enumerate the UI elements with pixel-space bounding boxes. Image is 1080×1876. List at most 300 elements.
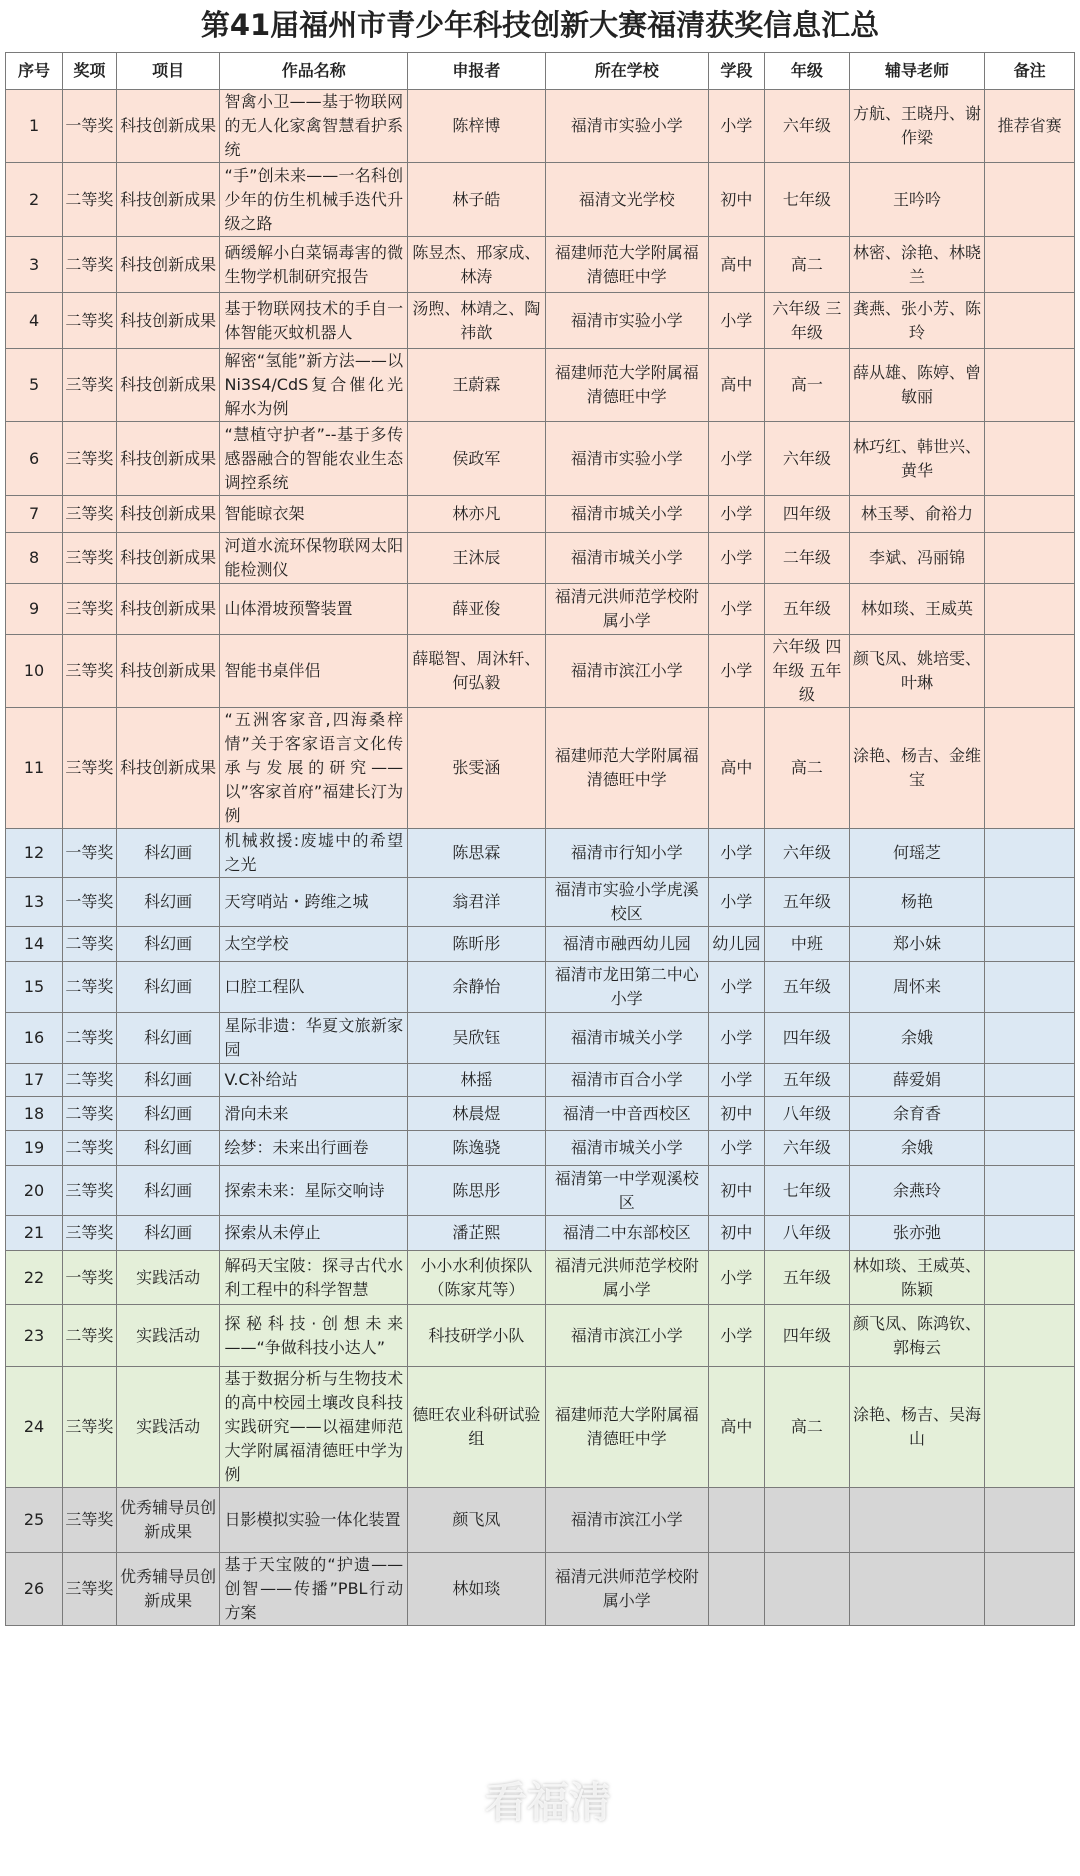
cell-stage: 初中	[708, 1216, 764, 1251]
cell-work: 天穹哨站・跨维之城	[220, 878, 408, 927]
cell-work: “慧植守护者”--基于多传感器融合的智能农业生态调控系统	[220, 422, 408, 496]
cell-no: 14	[6, 927, 63, 962]
cell-school: 福建师范大学附属福清德旺中学	[545, 1367, 708, 1488]
table-row	[6, 1216, 1075, 1251]
cell-category: 科技创新成果	[116, 163, 220, 237]
cell-award: 三等奖	[63, 1488, 117, 1553]
cell-stage: 小学	[708, 829, 764, 878]
cell-applicant: 汤煦、林靖之、陶祎歆	[408, 293, 546, 349]
table-row	[6, 1251, 1075, 1305]
cell-grade: 四年级	[764, 496, 849, 533]
cell-teacher: 颜飞凤、陈鸿钦、郭梅云	[849, 1305, 984, 1367]
cell-teacher: 涂艳、杨吉、吴海山	[849, 1367, 984, 1488]
cell-grade: 高二	[764, 237, 849, 293]
cell-stage: 小学	[708, 533, 764, 584]
table-row	[6, 1013, 1075, 1064]
cell-no: 13	[6, 878, 63, 927]
cell-school: 福清市城关小学	[545, 496, 708, 533]
cell-grade: 六年级	[764, 90, 849, 163]
cell-school: 福清第一中学观溪校区	[545, 1166, 708, 1216]
cell-stage: 小学	[708, 422, 764, 496]
cell-applicant: 林摇	[408, 1064, 546, 1097]
cell-grade: 六年级	[764, 829, 849, 878]
cell-teacher: 龚燕、张小芳、陈玲	[849, 293, 984, 349]
cell-note	[985, 1064, 1075, 1097]
cell-stage: 小学	[708, 1251, 764, 1305]
col-header-work: 作品名称	[220, 53, 408, 90]
cell-award: 二等奖	[63, 1131, 117, 1166]
cell-school: 福清文光学校	[545, 163, 708, 237]
cell-teacher: 王吟吟	[849, 163, 984, 237]
cell-category: 科技创新成果	[116, 237, 220, 293]
cell-applicant: 翁君洋	[408, 878, 546, 927]
cell-category: 科幻画	[116, 1064, 220, 1097]
cell-award: 三等奖	[63, 1367, 117, 1488]
cell-teacher	[849, 1488, 984, 1553]
cell-stage: 小学	[708, 962, 764, 1013]
col-header-grade: 年级	[764, 53, 849, 90]
cell-award: 三等奖	[63, 1216, 117, 1251]
cell-school: 福清市实验小学	[545, 293, 708, 349]
cell-work: 智禽小卫——基于物联网的无人化家禽智慧看护系统	[220, 90, 408, 163]
cell-no: 15	[6, 962, 63, 1013]
cell-work: 山体滑坡预警装置	[220, 584, 408, 635]
cell-grade: 七年级	[764, 1166, 849, 1216]
cell-school: 福清市滨江小学	[545, 1488, 708, 1553]
cell-teacher: 杨艳	[849, 878, 984, 927]
cell-no: 17	[6, 1064, 63, 1097]
cell-category: 科技创新成果	[116, 533, 220, 584]
cell-school: 福清市城关小学	[545, 1013, 708, 1064]
cell-note: 推荐省赛	[985, 90, 1075, 163]
cell-grade: 六年级 四年级 五年级	[764, 635, 849, 708]
cell-teacher: 周怀来	[849, 962, 984, 1013]
cell-category: 科技创新成果	[116, 349, 220, 422]
cell-stage: 小学	[708, 1013, 764, 1064]
cell-category: 科幻画	[116, 962, 220, 1013]
cell-school: 福清元洪师范学校附属小学	[545, 584, 708, 635]
col-header-no: 序号	[6, 53, 63, 90]
cell-category: 实践活动	[116, 1367, 220, 1488]
cell-school: 福清元洪师范学校附属小学	[545, 1553, 708, 1626]
cell-category: 优秀辅导员创新成果	[116, 1488, 220, 1553]
cell-work: V.C补给站	[220, 1064, 408, 1097]
cell-no: 22	[6, 1251, 63, 1305]
cell-award: 三等奖	[63, 349, 117, 422]
cell-applicant: 林晨煜	[408, 1097, 546, 1131]
cell-work: 探索未来：星际交响诗	[220, 1166, 408, 1216]
cell-note	[985, 927, 1075, 962]
cell-school: 福清市实验小学	[545, 422, 708, 496]
cell-stage: 小学	[708, 293, 764, 349]
cell-note	[985, 1166, 1075, 1216]
cell-grade: 六年级	[764, 422, 849, 496]
cell-note	[985, 533, 1075, 584]
cell-note	[985, 635, 1075, 708]
cell-award: 二等奖	[63, 962, 117, 1013]
cell-note	[985, 1553, 1075, 1626]
cell-applicant: 陈思彤	[408, 1166, 546, 1216]
table-row	[6, 496, 1075, 533]
cell-stage: 小学	[708, 1064, 764, 1097]
cell-school: 福建师范大学附属福清德旺中学	[545, 237, 708, 293]
awards-table	[5, 52, 1075, 1626]
cell-teacher: 何瑶芝	[849, 829, 984, 878]
cell-category: 实践活动	[116, 1305, 220, 1367]
cell-stage: 初中	[708, 1166, 764, 1216]
cell-award: 三等奖	[63, 1166, 117, 1216]
cell-applicant: 林子皓	[408, 163, 546, 237]
table-row	[6, 533, 1075, 584]
cell-applicant: 陈昕彤	[408, 927, 546, 962]
cell-work: 探秘科技·创想未来——“争做科技小达人”	[220, 1305, 408, 1367]
col-header-category: 项目	[116, 53, 220, 90]
cell-work: 河道水流环保物联网太阳能检测仪	[220, 533, 408, 584]
cell-applicant: 薛聪智、周沐轩、何弘毅	[408, 635, 546, 708]
cell-school: 福清市滨江小学	[545, 1305, 708, 1367]
cell-grade	[764, 1553, 849, 1626]
cell-teacher: 余娥	[849, 1131, 984, 1166]
col-header-applicant: 申报者	[408, 53, 546, 90]
cell-grade: 四年级	[764, 1305, 849, 1367]
cell-note	[985, 1251, 1075, 1305]
cell-applicant: 陈思霖	[408, 829, 546, 878]
cell-applicant: 吴欣钰	[408, 1013, 546, 1064]
cell-work: 基于数据分析与生物技术的高中校园土壤改良科技实践研究——以福建师范大学附属福清德旺中学为例	[220, 1367, 408, 1488]
cell-award: 一等奖	[63, 829, 117, 878]
cell-school: 福清市实验小学虎溪校区	[545, 878, 708, 927]
cell-stage: 初中	[708, 163, 764, 237]
cell-category: 科幻画	[116, 829, 220, 878]
cell-school: 福清元洪师范学校附属小学	[545, 1251, 708, 1305]
cell-no: 21	[6, 1216, 63, 1251]
cell-applicant: 侯政军	[408, 422, 546, 496]
cell-school: 福清市行知小学	[545, 829, 708, 878]
cell-grade: 五年级	[764, 878, 849, 927]
cell-award: 三等奖	[63, 1553, 117, 1626]
cell-category: 科技创新成果	[116, 708, 220, 829]
table-row	[6, 349, 1075, 422]
cell-grade: 中班	[764, 927, 849, 962]
cell-teacher: 薛爱娟	[849, 1064, 984, 1097]
cell-teacher: 颜飞凤、姚培雯、叶琳	[849, 635, 984, 708]
cell-teacher: 方航、王晓丹、谢作梁	[849, 90, 984, 163]
cell-note	[985, 293, 1075, 349]
cell-grade: 二年级	[764, 533, 849, 584]
cell-applicant: 林亦凡	[408, 496, 546, 533]
cell-stage: 小学	[708, 1305, 764, 1367]
cell-category: 科技创新成果	[116, 293, 220, 349]
cell-work: 星际非遗：华夏文旅新家园	[220, 1013, 408, 1064]
cell-note	[985, 163, 1075, 237]
cell-teacher: 张亦弛	[849, 1216, 984, 1251]
cell-no: 6	[6, 422, 63, 496]
table-row	[6, 829, 1075, 878]
cell-note	[985, 422, 1075, 496]
cell-award: 三等奖	[63, 708, 117, 829]
cell-no: 4	[6, 293, 63, 349]
cell-applicant: 余静怡	[408, 962, 546, 1013]
cell-note	[985, 237, 1075, 293]
cell-category: 科技创新成果	[116, 90, 220, 163]
cell-applicant: 陈昱杰、邢家成、林涛	[408, 237, 546, 293]
cell-teacher: 余育香	[849, 1097, 984, 1131]
cell-no: 8	[6, 533, 63, 584]
cell-grade: 五年级	[764, 1064, 849, 1097]
cell-applicant: 薛亚俊	[408, 584, 546, 635]
cell-no: 7	[6, 496, 63, 533]
cell-grade: 高二	[764, 708, 849, 829]
cell-no: 11	[6, 708, 63, 829]
cell-school: 福清市实验小学	[545, 90, 708, 163]
cell-work: 基于天宝陂的“护遗——创智——传播”PBL行动方案	[220, 1553, 408, 1626]
cell-no: 3	[6, 237, 63, 293]
cell-award: 二等奖	[63, 293, 117, 349]
table-row	[6, 962, 1075, 1013]
table-row	[6, 1131, 1075, 1166]
cell-stage: 高中	[708, 1367, 764, 1488]
cell-no: 19	[6, 1131, 63, 1166]
cell-award: 三等奖	[63, 635, 117, 708]
cell-category: 优秀辅导员创新成果	[116, 1553, 220, 1626]
cell-no: 2	[6, 163, 63, 237]
cell-stage: 小学	[708, 584, 764, 635]
cell-work: “手”创未来——一名科创少年的仿生机械手迭代升级之路	[220, 163, 408, 237]
cell-no: 9	[6, 584, 63, 635]
cell-applicant: 王沐辰	[408, 533, 546, 584]
cell-teacher: 李斌、冯丽锦	[849, 533, 984, 584]
cell-school: 福清二中东部校区	[545, 1216, 708, 1251]
cell-no: 1	[6, 90, 63, 163]
cell-applicant: 张雯涵	[408, 708, 546, 829]
cell-no: 20	[6, 1166, 63, 1216]
cell-work: 智能书桌伴侣	[220, 635, 408, 708]
watermark-logo: 看福清	[484, 1778, 611, 1827]
cell-applicant: 科技研学小队	[408, 1305, 546, 1367]
table-row	[6, 293, 1075, 349]
cell-award: 二等奖	[63, 1305, 117, 1367]
table-row	[6, 708, 1075, 829]
cell-stage: 小学	[708, 635, 764, 708]
cell-award: 二等奖	[63, 1097, 117, 1131]
cell-school: 福清市滨江小学	[545, 635, 708, 708]
cell-award: 二等奖	[63, 237, 117, 293]
cell-stage: 小学	[708, 878, 764, 927]
cell-teacher: 林如琰、王威英	[849, 584, 984, 635]
cell-applicant: 王蔚霖	[408, 349, 546, 422]
cell-award: 一等奖	[63, 90, 117, 163]
cell-applicant: 颜飞凤	[408, 1488, 546, 1553]
cell-grade: 八年级	[764, 1216, 849, 1251]
cell-stage: 小学	[708, 90, 764, 163]
cell-no: 12	[6, 829, 63, 878]
cell-grade: 高二	[764, 1367, 849, 1488]
cell-applicant: 潘芷熙	[408, 1216, 546, 1251]
cell-award: 二等奖	[63, 1064, 117, 1097]
cell-applicant: 德旺农业科研试验组	[408, 1367, 546, 1488]
cell-applicant: 林如琰	[408, 1553, 546, 1626]
cell-school: 福清市城关小学	[545, 1131, 708, 1166]
cell-note	[985, 708, 1075, 829]
cell-award: 三等奖	[63, 496, 117, 533]
page-title: 第41届福州市青少年科技创新大赛福清获奖信息汇总	[200, 8, 880, 42]
table-row	[6, 1166, 1075, 1216]
cell-stage: 小学	[708, 1131, 764, 1166]
cell-work: 太空学校	[220, 927, 408, 962]
cell-note	[985, 1131, 1075, 1166]
cell-note	[985, 1367, 1075, 1488]
cell-grade: 六年级	[764, 1131, 849, 1166]
cell-grade: 四年级	[764, 1013, 849, 1064]
cell-stage: 高中	[708, 237, 764, 293]
table-row	[6, 927, 1075, 962]
table-row	[6, 1097, 1075, 1131]
cell-stage	[708, 1553, 764, 1626]
cell-stage: 幼儿园	[708, 927, 764, 962]
cell-applicant: 陈逸骁	[408, 1131, 546, 1166]
cell-category: 科技创新成果	[116, 635, 220, 708]
cell-award: 三等奖	[63, 533, 117, 584]
cell-category: 科技创新成果	[116, 584, 220, 635]
table-row	[6, 878, 1075, 927]
cell-school: 福清市城关小学	[545, 533, 708, 584]
col-header-award: 奖项	[63, 53, 117, 90]
cell-award: 二等奖	[63, 1013, 117, 1064]
cell-grade: 八年级	[764, 1097, 849, 1131]
cell-award: 三等奖	[63, 584, 117, 635]
cell-grade	[764, 1488, 849, 1553]
cell-school: 福建师范大学附属福清德旺中学	[545, 708, 708, 829]
cell-note	[985, 1488, 1075, 1553]
cell-work: 智能晾衣架	[220, 496, 408, 533]
cell-stage: 高中	[708, 708, 764, 829]
cell-work: 滑向未来	[220, 1097, 408, 1131]
cell-teacher: 薛从雄、陈婷、曾敏丽	[849, 349, 984, 422]
cell-note	[985, 878, 1075, 927]
table-row	[6, 1553, 1075, 1626]
cell-work: 绘梦：未来出行画卷	[220, 1131, 408, 1166]
cell-grade: 五年级	[764, 1251, 849, 1305]
cell-work: “五洲客家音,四海桑梓情”关于客家语言文化传承与发展的研究——以”客家首府”福建长汀为例	[220, 708, 408, 829]
cell-school: 福清市融西幼儿园	[545, 927, 708, 962]
table-row	[6, 1305, 1075, 1367]
cell-award: 二等奖	[63, 163, 117, 237]
cell-note	[985, 1013, 1075, 1064]
cell-work: 解码天宝陂：探寻古代水利工程中的科学智慧	[220, 1251, 408, 1305]
cell-stage: 高中	[708, 349, 764, 422]
cell-teacher	[849, 1553, 984, 1626]
cell-note	[985, 584, 1075, 635]
cell-award: 一等奖	[63, 878, 117, 927]
cell-no: 5	[6, 349, 63, 422]
table-row	[6, 635, 1075, 708]
cell-work: 口腔工程队	[220, 962, 408, 1013]
cell-grade: 五年级	[764, 584, 849, 635]
cell-school: 福建师范大学附属福清德旺中学	[545, 349, 708, 422]
table-row	[6, 1367, 1075, 1488]
col-header-note: 备注	[985, 53, 1075, 90]
cell-no: 26	[6, 1553, 63, 1626]
cell-work: 硒缓解小白菜镉毒害的微生物学机制研究报告	[220, 237, 408, 293]
cell-category: 科幻画	[116, 1013, 220, 1064]
table-row	[6, 1488, 1075, 1553]
cell-category: 科幻画	[116, 927, 220, 962]
cell-teacher: 林巧红、韩世兴、黄华	[849, 422, 984, 496]
cell-teacher: 林玉琴、俞裕力	[849, 496, 984, 533]
cell-teacher: 涂艳、杨吉、金维宝	[849, 708, 984, 829]
cell-category: 科技创新成果	[116, 496, 220, 533]
cell-school: 福清市百合小学	[545, 1064, 708, 1097]
cell-category: 科幻画	[116, 1097, 220, 1131]
col-header-teacher: 辅导老师	[849, 53, 984, 90]
header-row	[6, 53, 1075, 90]
cell-school: 福清一中音西校区	[545, 1097, 708, 1131]
table-row	[6, 237, 1075, 293]
col-header-stage: 学段	[708, 53, 764, 90]
cell-category: 科幻画	[116, 878, 220, 927]
table-row	[6, 422, 1075, 496]
cell-teacher: 林如琰、王威英、陈颖	[849, 1251, 984, 1305]
cell-category: 科幻画	[116, 1166, 220, 1216]
cell-no: 16	[6, 1013, 63, 1064]
cell-stage: 初中	[708, 1097, 764, 1131]
cell-category: 实践活动	[116, 1251, 220, 1305]
cell-award: 一等奖	[63, 1251, 117, 1305]
cell-no: 10	[6, 635, 63, 708]
cell-category: 科幻画	[116, 1131, 220, 1166]
cell-teacher: 余娥	[849, 1013, 984, 1064]
cell-note	[985, 829, 1075, 878]
cell-teacher: 余燕玲	[849, 1166, 984, 1216]
cell-grade: 七年级	[764, 163, 849, 237]
cell-no: 25	[6, 1488, 63, 1553]
cell-note	[985, 496, 1075, 533]
col-header-school: 所在学校	[545, 53, 708, 90]
cell-note	[985, 1305, 1075, 1367]
cell-stage	[708, 1488, 764, 1553]
cell-note	[985, 349, 1075, 422]
cell-work: 探索从未停止	[220, 1216, 408, 1251]
cell-no: 23	[6, 1305, 63, 1367]
cell-award: 二等奖	[63, 927, 117, 962]
cell-category: 科幻画	[116, 1216, 220, 1251]
table-row	[6, 584, 1075, 635]
table-row	[6, 90, 1075, 163]
cell-teacher: 林密、涂艳、林晓兰	[849, 237, 984, 293]
cell-grade: 高一	[764, 349, 849, 422]
cell-stage: 小学	[708, 496, 764, 533]
cell-work: 解密“氢能”新方法——以Ni3S4/CdS复合催化光解水为例	[220, 349, 408, 422]
cell-grade: 五年级	[764, 962, 849, 1013]
cell-no: 24	[6, 1367, 63, 1488]
cell-category: 科技创新成果	[116, 422, 220, 496]
cell-note	[985, 962, 1075, 1013]
cell-note	[985, 1097, 1075, 1131]
cell-work: 机械救援:废墟中的希望之光	[220, 829, 408, 878]
cell-applicant: 小小水利侦探队（陈家芃等）	[408, 1251, 546, 1305]
cell-applicant: 陈梓博	[408, 90, 546, 163]
table-row	[6, 163, 1075, 237]
cell-work: 日影模拟实验一体化装置	[220, 1488, 408, 1553]
cell-teacher: 郑小妹	[849, 927, 984, 962]
cell-work: 基于物联网技术的手自一体智能灭蚊机器人	[220, 293, 408, 349]
cell-no: 18	[6, 1097, 63, 1131]
table-row	[6, 1064, 1075, 1097]
cell-grade: 六年级 三年级	[764, 293, 849, 349]
cell-note	[985, 1216, 1075, 1251]
cell-school: 福清市龙田第二中心小学	[545, 962, 708, 1013]
cell-award: 三等奖	[63, 422, 117, 496]
